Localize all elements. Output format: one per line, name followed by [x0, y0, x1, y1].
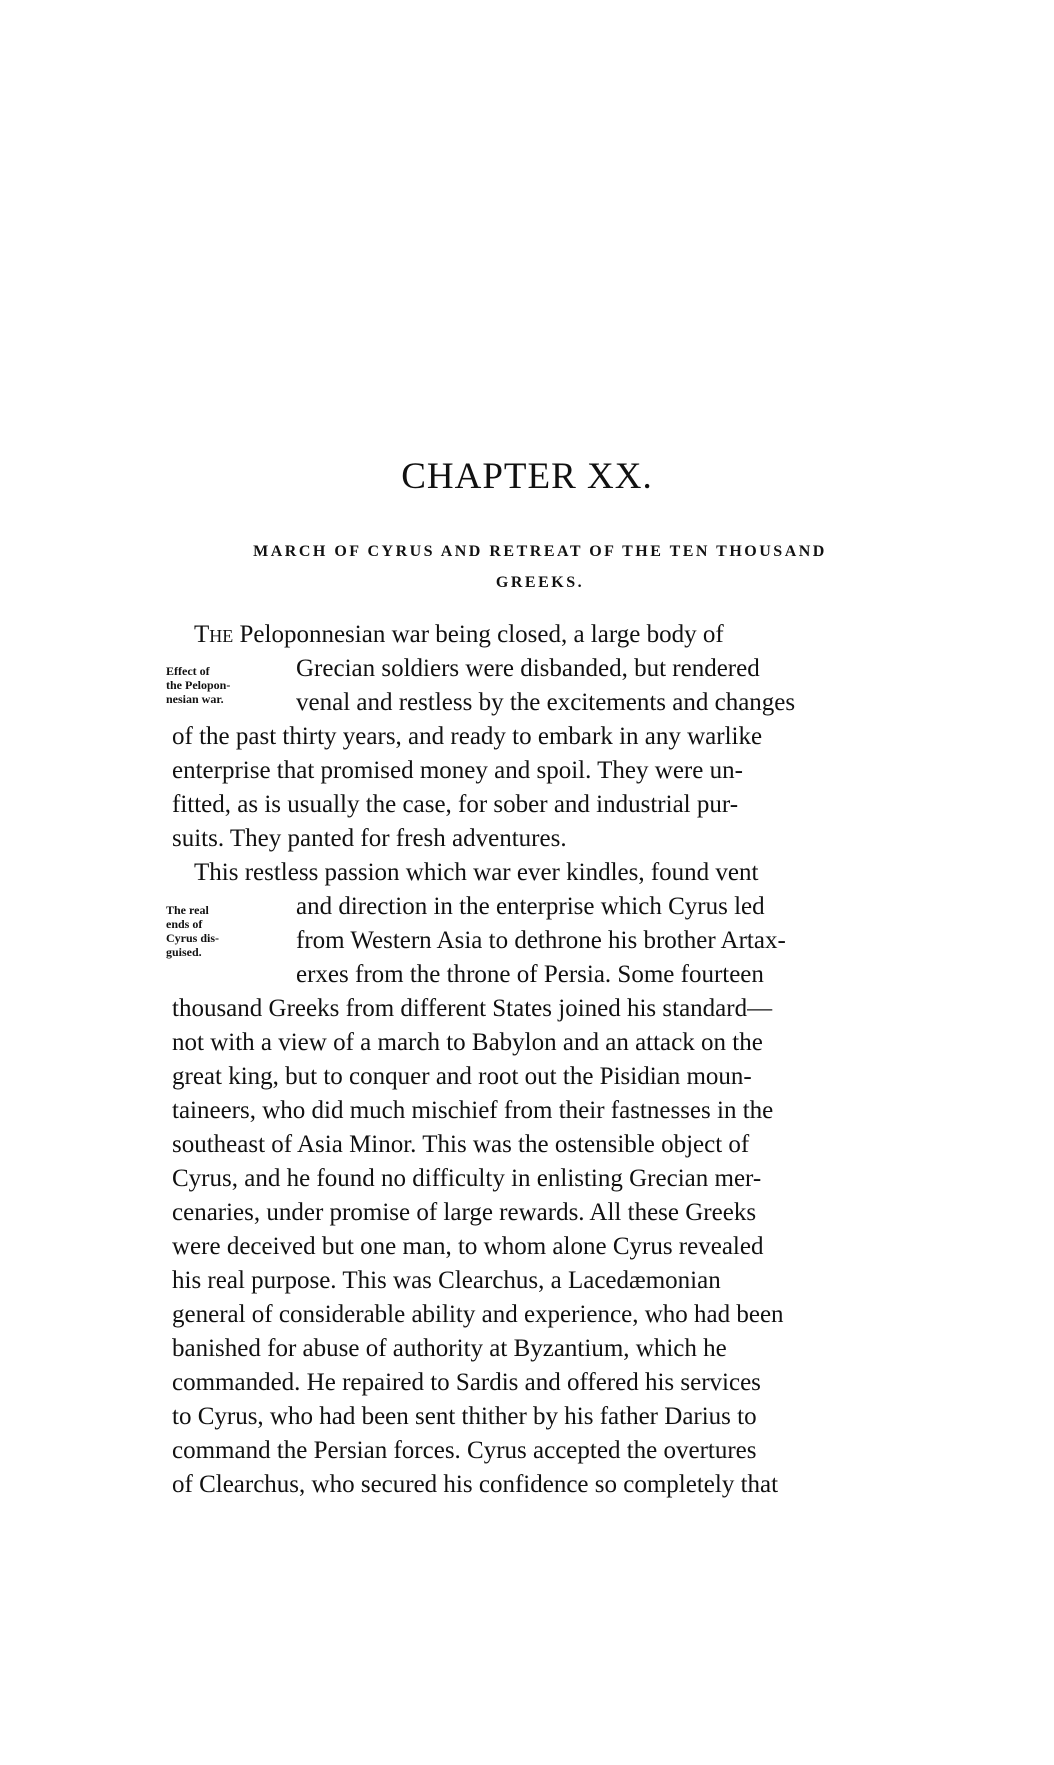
- text-line: to Cyrus, who had been sent thither by his father Darius to: [172, 1403, 757, 1430]
- text-line: from Western Asia to dethrone his brother Artax-: [296, 927, 786, 954]
- margin-note-line: the Pelopon-: [166, 678, 231, 692]
- chapter-subtitle: [180, 536, 900, 598]
- text-line: Grecian soldiers were disbanded, but rendered: [296, 655, 760, 682]
- margin-note-line: nesian war.: [166, 692, 224, 706]
- text-line: great king, but to conquer and root out the Pisidian moun-: [172, 1063, 752, 1090]
- text-line: southeast of Asia Minor. This was the ostensible object of: [172, 1131, 750, 1158]
- margin-note-line: Effect of: [166, 664, 210, 678]
- text-line: not with a view of a march to Babylon and an attack on the: [172, 1029, 763, 1056]
- text-line: [194, 620, 724, 650]
- text-line: banished for abuse of authority at Byzantium, which he: [172, 1335, 727, 1362]
- chapter-title: CHAPTER XX.: [401, 456, 653, 497]
- drop-word: The: [194, 621, 234, 648]
- text-line: were deceived but one man, to whom alone Cyrus revealed: [172, 1233, 764, 1260]
- text-line: erxes from the throne of Persia. Some fourteen: [296, 961, 764, 988]
- text-line: fitted, as is usually the case, for sober and industrial pur-: [172, 791, 739, 818]
- text-line: of Clearchus, who secured his confidence so completely that: [172, 1471, 779, 1498]
- text-line: This restless passion which war ever kindles, found vent: [194, 859, 759, 886]
- text-line: thousand Greeks from different States joined his standard—: [172, 995, 773, 1022]
- text-line: general of considerable ability and experience, who had been: [172, 1301, 784, 1328]
- text-line: suits. They panted for fresh adventures.: [172, 825, 567, 852]
- chapter-subtitle-line-2: GREEKS.: [495, 574, 585, 591]
- text-line: his real purpose. This was Clearchus, a Lacedæmonian: [172, 1267, 721, 1294]
- chapter-subtitle-line-1: MARCH OF CYRUS AND RETREAT OF THE TEN THOUSAND: [253, 543, 827, 560]
- text-line: and direction in the enterprise which Cyrus led: [296, 893, 765, 920]
- text-line: commanded. He repaired to Sardis and offered his services: [172, 1369, 761, 1396]
- text-line: Cyrus, and he found no difficulty in enlisting Grecian mer-: [172, 1165, 762, 1192]
- margin-note-line: The real: [166, 903, 209, 917]
- margin-note-real-ends: [166, 903, 219, 959]
- margin-note-effect: [166, 664, 230, 706]
- text-line: command the Persian forces. Cyrus accepted the overtures: [172, 1437, 757, 1464]
- text-line: taineers, who did much mischief from their fastnesses in the: [172, 1097, 774, 1124]
- text-line: cenaries, under promise of large rewards. All these Greeks: [172, 1199, 757, 1226]
- margin-note-line: Cyrus dis-: [166, 931, 220, 945]
- text-line: venal and restless by the excitements and changes: [296, 689, 796, 716]
- margin-note-line: guised.: [166, 945, 202, 959]
- text-line-content: Peloponnesian war being closed, a large body of: [239, 621, 724, 648]
- margin-note-line: ends of: [166, 917, 203, 931]
- text-line: of the past thirty years, and ready to embark in any warlike: [172, 723, 763, 750]
- text-line: enterprise that promised money and spoil. They were un-: [172, 757, 743, 784]
